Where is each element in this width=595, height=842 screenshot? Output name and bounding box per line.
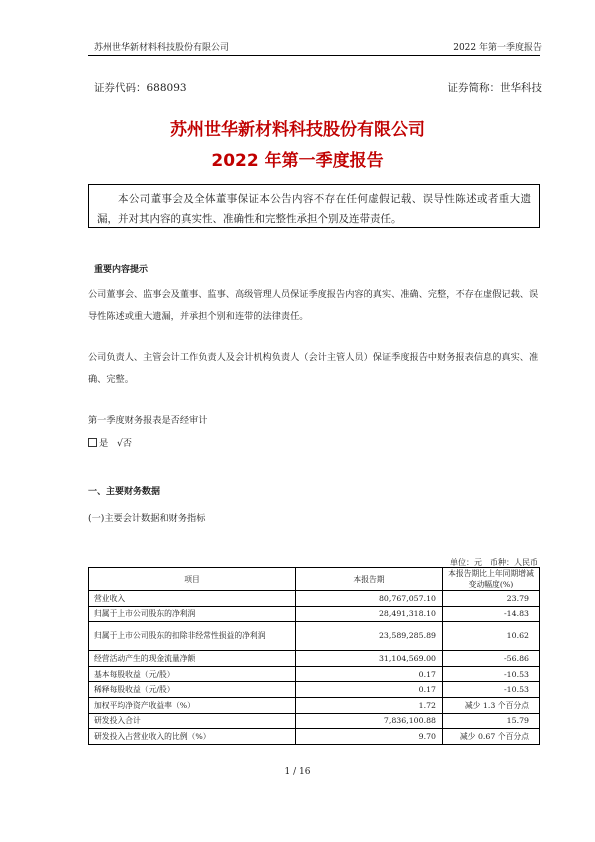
header-current-period: 本报告期	[296, 568, 443, 591]
page-separator: /	[293, 767, 297, 777]
table-row	[89, 622, 540, 651]
row-change: -14.83	[443, 606, 540, 622]
row-change: 10.62	[443, 622, 540, 651]
row-change: 23.79	[443, 591, 540, 607]
table-row	[89, 682, 540, 698]
row-item: 营业收入	[89, 591, 296, 607]
financial-indicators-table	[88, 567, 540, 745]
unit-currency-note: 单位：元 币种：人民币	[450, 558, 538, 567]
section-main-financial-data: 一、主要财务数据	[88, 487, 161, 497]
securities-code: 证券代码：688093	[94, 82, 187, 94]
row-item: 研发投入合计	[89, 713, 296, 729]
table-row	[89, 606, 540, 622]
header-item: 项目	[89, 568, 296, 591]
row-change: 减少 0.67 个百分点	[443, 729, 540, 745]
subsection-accounting-data: (一)主要会计数据和财务指标	[88, 513, 206, 524]
important-para-2: 公司负责人、主管会计工作负责人及会计机构负责人（会计主管人员）保证季度报告中财务报表信息的真实、准确、完整。	[88, 352, 539, 385]
row-item: 经营活动产生的现金流量净额	[89, 651, 296, 667]
row-change: -10.53	[443, 682, 540, 698]
row-value: 1.72	[296, 697, 443, 713]
header-divider	[88, 55, 540, 56]
securities-short-name: 证券简称：世华科技	[447, 82, 542, 94]
report-title-company: 苏州世华新材料科技股份有限公司	[170, 120, 425, 140]
table-header-row	[89, 568, 540, 591]
table-row	[89, 651, 540, 667]
row-change: 减少 1.3 个百分点	[443, 697, 540, 713]
row-value: 9.70	[296, 729, 443, 745]
table-row	[89, 666, 540, 682]
audit-question: 第一季度财务报表是否经审计	[88, 415, 208, 426]
row-value: 0.17	[296, 682, 443, 698]
header-company: 苏州世华新材料科技股份有限公司	[94, 43, 230, 53]
table-row	[89, 729, 540, 745]
checkbox-yes-icon	[88, 438, 97, 447]
report-title-period: 2022 年第一季度报告	[211, 151, 384, 171]
row-item: 稀释每股收益（元/股）	[89, 682, 296, 698]
row-value: 80,767,057.10	[296, 591, 443, 607]
row-value: 7,836,100.88	[296, 713, 443, 729]
page-number	[0, 767, 595, 777]
row-item: 归属于上市公司股东的净利润	[89, 606, 296, 622]
row-item: 归属于上市公司股东的扣除非经常性损益的净利润	[89, 622, 296, 651]
board-notice-box: 本公司董事会及全体董事保证本公告内容不存在任何虚假记载、误导性陈述或者重大遗漏，并对其内容的真实性、准确性和完整性承担个别及连带责任。	[88, 184, 540, 228]
table-row	[89, 591, 540, 607]
row-value: 23,589,285.89	[296, 622, 443, 651]
audit-no-label: √否	[116, 438, 132, 449]
page-total: 16	[299, 767, 311, 777]
audit-options	[88, 433, 540, 455]
page-current: 1	[284, 767, 291, 777]
row-value: 31,104,569.00	[296, 651, 443, 667]
row-value: 0.17	[296, 666, 443, 682]
row-item: 研发投入占营业收入的比例（%）	[89, 729, 296, 745]
audit-yes-label: 是	[99, 438, 109, 449]
row-change: 15.79	[443, 713, 540, 729]
table-row	[89, 697, 540, 713]
header-report: 2022 年第一季度报告	[453, 43, 542, 53]
row-item: 加权平均净资产收益率（%）	[89, 697, 296, 713]
table-row	[89, 713, 540, 729]
header-yoy-change: 本报告期比上年同期增减变动幅度(%)	[443, 568, 540, 591]
row-item: 基本每股收益（元/股）	[89, 666, 296, 682]
row-value: 28,491,318.10	[296, 606, 443, 622]
important-heading: 重要内容提示	[94, 265, 149, 275]
row-change: -56.86	[443, 651, 540, 667]
row-change: -10.53	[443, 666, 540, 682]
important-para-1: 公司董事会、监事会及董事、监事、高级管理人员保证季度报告内容的真实、准确、完整，不存在虚假记载、误导性陈述或重大遗漏，并承担个别和连带的法律责任。	[88, 289, 539, 322]
